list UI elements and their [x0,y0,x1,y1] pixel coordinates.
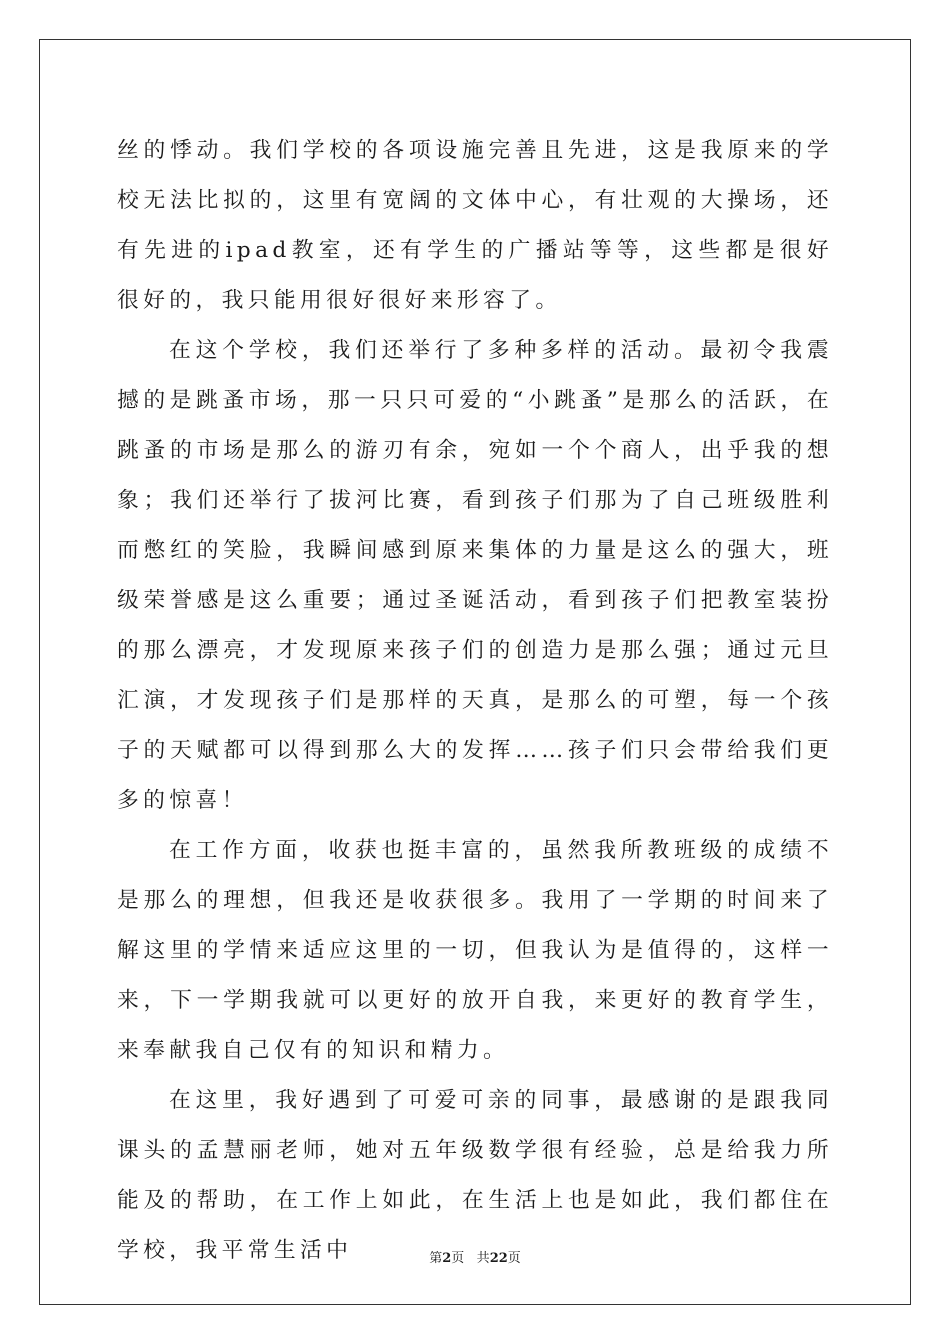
footer-total-prefix: 共 [476,1251,490,1266]
footer-page-prefix: 第 [429,1251,443,1266]
paragraph-colleagues: 在这里，我好遇到了可爱可亲的同事，最感谢的是跟我同课头的孟慧丽老师，她对五年级数学很有经验，总是给我力所能及的帮助，在工作上如此，在生活上也是如此，我们都住在学校，我平常生活中 [117,1088,833,1263]
document-body [117,126,833,1276]
footer-page-suffix: 页 [451,1251,465,1266]
page-footer [0,1247,950,1266]
footer-total-pages: 22 [489,1251,508,1266]
footer-page-number: 2 [442,1251,452,1266]
paragraph-work: 在工作方面，收获也挺丰富的，虽然我所教班级的成绩不是那么的理想，但我还是收获很多。我用了一学期的时间来了解这里的学情来适应这里的一切，但我认为是值得的，这样一来，下一学期我就可以更好的放开自我，来更好的教育学生，来奉献我自己仅有的知识和精力。 [117,838,833,1063]
paragraph-continued: 丝的悸动。我们学校的各项设施完善且先进，这是我原来的学校无法比拟的，这里有宽阔的文体中心，有壮观的大操场，还有先进的ipad教室，还有学生的广播站等等，这些都是很好很好的，我只能用很好很好来形容了。 [117,138,833,313]
footer-total-suffix: 页 [507,1251,521,1266]
paragraph-activities: 在这个学校，我们还举行了多种多样的活动。最初令我震撼的是跳蚤市场，那一只只可爱的“小跳蚤”是那么的活跃，在跳蚤的市场是那么的游刃有余，宛如一个个商人，出乎我的想象；我们还举行了拔河比赛，看到孩子们那为了自己班级胜利而憋红的笑脸，我瞬间感到原来集体的力量是这么的强大，班级荣誉感是这么重要；通过圣诞活动，看到孩子们把教室装扮的那么漂亮，才发现原来孩子们的创造力是那么强；通过元旦汇演，才发现孩子们是那样的天真，是那么的可塑，每一个孩子的天赋都可以得到那么大的发挥……孩子们只会带给我们更多的惊喜！ [117,338,833,813]
